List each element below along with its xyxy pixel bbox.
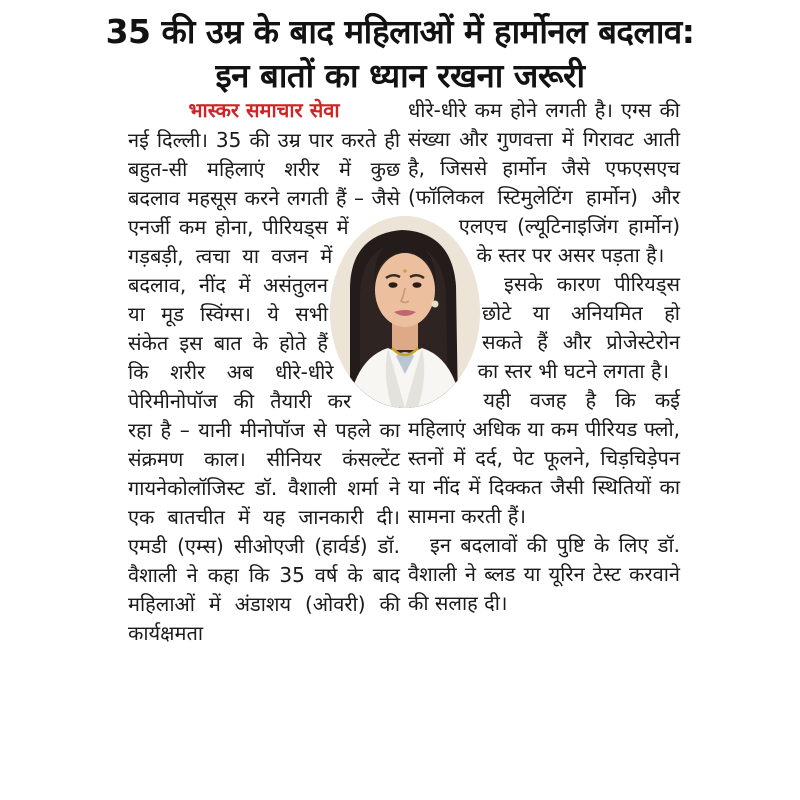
body-paragraph-right-2: इसके कारण पीरियड्स छोटे या अनियमित हो सकते हैं और प्रोजेस्टेरोन का स्तर भी घटने लगता है। <box>477 272 680 383</box>
doctor-photo <box>330 216 480 408</box>
body-paragraph-left: नई दिल्ली। 35 की उम्र पार करते ही बहुत-सी महिलाएं शरीर में कुछ बदलाव महसूस करने लगती हैं – जैसे एनर्जी कम होना, पीरियड्स में गड़बड़ी, त्वचा या वजन में बदलाव, नींद में असंतुलन या मूड स्विंग्स। ये सभी संकेत इस बात के होते हैं कि शरीर अब धीरे-धीरे पेरिमीनोपॉज की तैयारी कर रहा है – यानी मीनोपॉज से पहले का संक्रमण काल। सीनियर कंसल्टेंट गायनेकोलॉजिस्ट डॉ. वैशाली शर्मा ने एक बातचीत में यह जानकारी दी। एमडी (एम्स) सीओएजी (हार्वर्ड) डॉ. वैशाली ने कहा कि 35 वर्ष के बाद महिलाओं में अंडाशय (ओवरी) की कार्यक्षमता <box>128 128 400 645</box>
byline: भास्कर समाचार सेवा <box>188 98 340 122</box>
body-paragraph-right-4: इन बदलावों की पुष्टि के लिए डॉ. वैशाली ने ब्लड या यूरिन टेस्ट करवाने की सलाह दी। <box>408 533 680 615</box>
doctor-portrait-image <box>330 216 480 408</box>
body-paragraph-right-3: यही वजह है कि कई महिलाएं अधिक या कम पीरियड फ्लो, स्तनों में दर्द, पेट फूलने, चिड़चिड़ेपन या नींद में दिक्कत जैसी स्थितियों का सामना करती हैं। <box>408 388 680 528</box>
headline-line-1: 35 की उम्र के बाद महिलाओं में हार्मोनल बदलाव: <box>105 12 695 51</box>
body-paragraph-right-1: धीरे-धीरे कम होने लगती है। एग्स की संख्या और गुणवत्ता में गिरावट आती है, जिससे हार्मोन जैसे एफएसएच (फॉलिकल स्टिमुलेटिंग हार्मोन) और एलएच (ल्यूटिनाइजिंग हार्मोन) के स्तर पर असर पड़ता है। <box>408 98 680 267</box>
article-headline <box>100 10 700 98</box>
headline-line-2: इन बातों का ध्यान रखना जरूरी <box>215 56 585 95</box>
